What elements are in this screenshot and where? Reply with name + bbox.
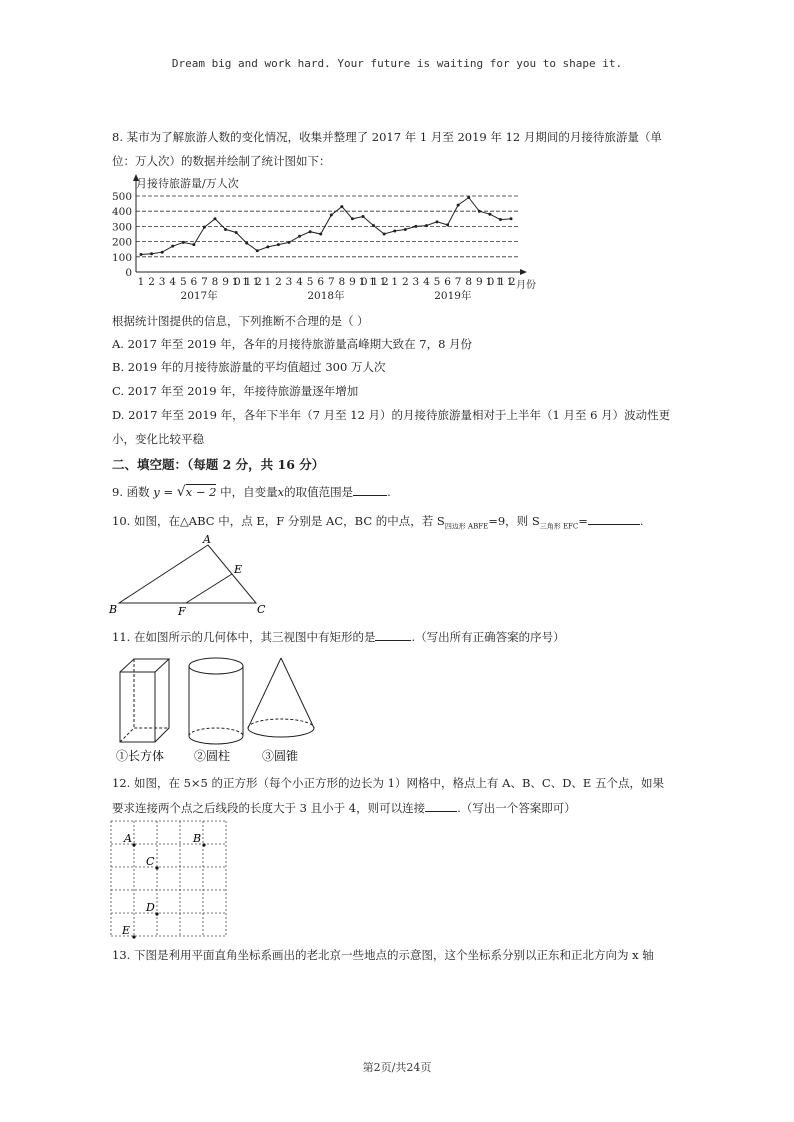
- chart-point: [277, 243, 280, 246]
- chart-x-tick-label: 1: [137, 276, 145, 288]
- q10-triangle-figure: [106, 535, 276, 617]
- cuboid-shape: [120, 659, 169, 742]
- chart-point: [288, 241, 291, 244]
- point-e: [132, 935, 135, 938]
- chart-ylabel: 月接待旅游量/万人次: [136, 177, 239, 190]
- chart-x-tick-label: 1: [391, 276, 399, 288]
- section-fill-in-title: 二、填空题：（每题 2 分，共 16 分）: [112, 457, 325, 472]
- q11-prefix: 11. 在如图所示的几何体中，其三视图中有矩形的是: [112, 630, 376, 644]
- chart-x-tick-label: 7: [201, 276, 208, 288]
- chart-point: [425, 224, 428, 227]
- q8-option-b: B. 2019 年的月接待旅游量的平均值超过 300 万人次: [112, 360, 386, 374]
- label-c: C: [257, 603, 266, 616]
- chart-x-tick-label: 4: [423, 276, 430, 288]
- chart-x-tick-label: 5: [306, 276, 314, 288]
- chart-point: [319, 233, 322, 236]
- q8-stem-line1: 8. 某市为了解旅游人数的变化情况，收集并整理了 2017 年 1 月至 2019 年 12 月期间的月接待旅游量（单: [112, 130, 662, 144]
- chart-x-tick-label: 10: [231, 276, 241, 288]
- q8-stem-line2: 位：万人次）的数据并绘制了统计图如下：: [112, 154, 331, 168]
- chart-x-tick-label: 5: [179, 276, 187, 288]
- q11-text: [112, 626, 690, 648]
- chart-point: [436, 220, 439, 223]
- chart-point: [140, 253, 143, 256]
- chart-x-tick-label: 8: [465, 276, 473, 288]
- chart-x-tick-label: 11: [242, 276, 252, 288]
- chart-point: [330, 214, 333, 217]
- chart-point: [340, 205, 343, 208]
- chart-point: [192, 243, 195, 246]
- q9-tail: 的取值范围是: [284, 485, 354, 499]
- chart-point: [298, 235, 301, 238]
- q9-end: .: [387, 485, 391, 499]
- chart-x-tick-label: 8: [211, 276, 219, 288]
- q10-sub-tri: 三角形 EFC: [539, 522, 579, 531]
- chart-y-tick-label: 0: [125, 267, 132, 279]
- chart-x-tick-label: 5: [433, 276, 441, 288]
- q8-option-c: C. 2017 年至 2019 年，年接待旅游量逐年增加: [112, 384, 359, 398]
- chart-point: [393, 229, 396, 232]
- chart-point: [245, 242, 248, 245]
- chart-x-tick-label: 2: [275, 276, 282, 288]
- chart-point: [457, 204, 460, 207]
- chart-x-tick-label: 11: [369, 276, 379, 288]
- chart-year-label: 2019年: [434, 290, 472, 302]
- point-b: [202, 843, 205, 846]
- caption-cylinder: ②圆柱: [194, 749, 231, 763]
- label-point-b: B: [193, 832, 202, 845]
- chart-point: [235, 231, 238, 234]
- chart-x-tick-label: 6: [190, 276, 198, 288]
- q10-end: .: [639, 514, 644, 528]
- chart-xticks: [138, 276, 516, 288]
- q12-line2-prefix: 要求连接两个点之后线段的长度大于 3 且小于 4，则可以连接: [112, 801, 426, 815]
- chart-x-tick-label: 12: [379, 276, 389, 288]
- chart-year-label: 2017年: [180, 290, 218, 302]
- label-point-a: A: [124, 832, 132, 845]
- chart-point: [224, 228, 227, 231]
- q11-answer-blank[interactable]: [375, 628, 411, 641]
- point-c: [155, 866, 158, 869]
- label-a: A: [203, 535, 211, 546]
- q9-formula-y: y: [153, 485, 160, 499]
- chart-point: [446, 223, 449, 226]
- chart-x-tick-label: 7: [327, 276, 335, 288]
- q12-line1: 12. 如图，在 5×5 的正方形（每个小正方形的边长为 1）网格中，格点上有 A、B、C、D、E 五个点，如果: [112, 776, 664, 790]
- q8-question: 根据统计图提供的信息，下列推断不合理的是（ ）: [112, 314, 369, 328]
- chart-point: [161, 251, 164, 254]
- label-f: F: [178, 605, 186, 617]
- point-d: [155, 912, 158, 915]
- chart-x-tick-label: 6: [317, 276, 325, 288]
- q8-option-d-line2: 小，变化比较平稳: [112, 432, 204, 446]
- segment-ef: [186, 574, 232, 603]
- chart-x-tick-label: 6: [444, 276, 451, 288]
- point-a: [132, 843, 135, 846]
- label-point-d: D: [146, 901, 155, 914]
- chart-point: [383, 233, 386, 236]
- chart-xlabel: 月份: [516, 280, 536, 291]
- chart-x-tick-label: 9: [222, 276, 229, 288]
- chart-point: [488, 213, 491, 216]
- caption-cuboid: ①长方体: [116, 749, 165, 763]
- chart-point: [256, 249, 259, 252]
- chart-x-tick-label: 2: [148, 276, 155, 288]
- chart-point: [309, 230, 312, 233]
- q8-line-chart: [108, 172, 548, 306]
- q11-suffix: .（写出所有正确答案的序号）: [411, 630, 565, 644]
- q10-text: [112, 510, 690, 537]
- caption-cone: ③圆锥: [262, 749, 299, 763]
- chart-point: [467, 196, 470, 199]
- chart-x-tick-label: 12: [506, 276, 516, 288]
- chart-point: [362, 215, 365, 218]
- chart-y-tick-label: 200: [111, 236, 132, 249]
- q13-text: 13. 下图是利用平面直角坐标系画出的老北京一些地点的示意图，这个坐标系分别以正东和正北方向为 x 轴: [112, 948, 654, 962]
- q9-middle: 中，自变量: [220, 485, 278, 499]
- chart-x-tick-label: 4: [296, 276, 303, 288]
- chart-point: [171, 245, 174, 248]
- chart-point: [478, 210, 481, 213]
- chart-x-tick-label: 2: [401, 276, 409, 288]
- chart-x-arrow: [520, 269, 527, 275]
- q10-sub-quad: 四边形 ABFE: [444, 522, 489, 531]
- chart-point: [404, 228, 407, 231]
- chart-point: [414, 225, 417, 228]
- chart-x-tick-label: 7: [454, 276, 462, 288]
- q9-text: [112, 481, 690, 503]
- chart-x-tick-label: 4: [169, 276, 177, 288]
- label-e: E: [234, 563, 243, 576]
- q10-prefix: 10. 如图，在△ABC 中，点 E，F 分别是 AC，BC 的中点，若 S: [112, 514, 445, 528]
- q12-answer-blank[interactable]: [425, 799, 457, 812]
- chart-point: [150, 252, 153, 255]
- chart-x-tick-label: 1: [264, 276, 272, 288]
- chart-y-tick-label: 500: [111, 191, 132, 203]
- chart-y-tick-label: 100: [111, 251, 132, 264]
- cone-shape: [248, 658, 314, 737]
- q8-option-d-line1: D. 2017 年至 2019 年，各年下半年（7 月至 12 月）的月接待旅游量相对于上半年（1 月至 6 月）波动性更: [112, 408, 671, 422]
- q8-option-a: A. 2017 年至 2019 年，各年的月接待旅游量高峰期大致在 7，8 月份: [112, 337, 473, 351]
- label-b: B: [109, 603, 118, 616]
- chart-point: [203, 226, 206, 229]
- label-point-c: C: [146, 855, 155, 868]
- chart-y-tick-label: 300: [111, 221, 132, 234]
- q9-formula-eq: =: [163, 485, 174, 499]
- chart-x-tick-label: 10: [358, 276, 368, 288]
- q9-variable: x: [277, 485, 285, 499]
- chart-point: [266, 245, 269, 248]
- chart-x-tick-label: 3: [412, 276, 420, 288]
- page-motto: Dream big and work hard. Your future is waiting for you to shape it.: [171, 57, 623, 70]
- q10-post: =: [578, 514, 588, 528]
- chart-grid: [136, 196, 518, 257]
- q9-radicand: x − 2: [185, 485, 217, 499]
- chart-x-tick-label: 3: [285, 276, 293, 288]
- chart-x-tick-label: 9: [349, 276, 356, 288]
- page-footer: 第2页/共24页: [362, 1061, 432, 1074]
- cylinder-shape: [189, 658, 243, 744]
- chart-x-tick-label: 11: [495, 276, 505, 288]
- chart-point: [182, 241, 185, 244]
- chart-yticks: [112, 191, 132, 279]
- label-point-e: E: [122, 924, 131, 937]
- q12-line2: [112, 797, 690, 819]
- q9-prefix: 9. 函数: [112, 485, 150, 499]
- chart-point: [510, 217, 513, 220]
- q11-solids-figure: [112, 654, 322, 766]
- q12-line2-suffix: .（写出一个答案即可）: [457, 801, 576, 815]
- chart-point: [214, 217, 217, 220]
- chart-x-tick-label: 3: [158, 276, 166, 288]
- chart-point: [351, 217, 354, 220]
- chart-x-tick-label: 9: [475, 276, 483, 288]
- chart-x-tick-label: 10: [485, 276, 495, 288]
- chart-y-tick-label: 400: [111, 206, 132, 219]
- q10-answer-blank[interactable]: [588, 512, 640, 525]
- sqrt-symbol: √: [176, 484, 186, 500]
- q10-middle: =9，则 S: [488, 514, 540, 528]
- chart-x-tick-label: 12: [252, 276, 262, 288]
- q12-grid-figure: [110, 820, 234, 942]
- chart-year-labels: [181, 289, 472, 302]
- chart-x-tick-label: 8: [338, 276, 346, 288]
- chart-point: [499, 218, 502, 221]
- chart-year-label: 2018年: [307, 290, 345, 302]
- chart-point: [372, 224, 375, 227]
- q9-answer-blank[interactable]: [353, 483, 387, 496]
